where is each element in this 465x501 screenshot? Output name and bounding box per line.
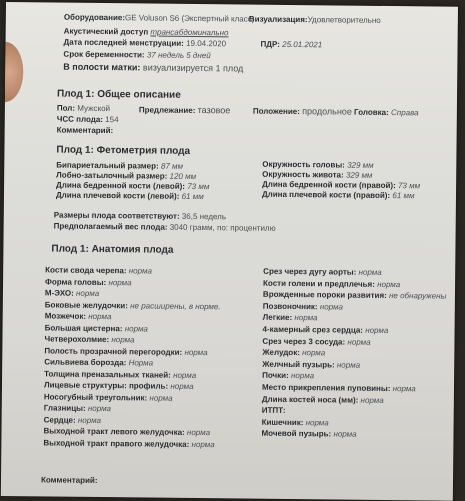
anatomy-right-label: 4-камерный срез сердца:	[263, 325, 363, 335]
anatomy-left-label: Выходной тракт правого желудочка:	[43, 438, 189, 449]
hr-row	[57, 115, 119, 126]
presentation-row	[139, 104, 231, 116]
anatomy-left-value: норма	[108, 278, 131, 287]
anatomy-right-value: норма	[291, 371, 314, 380]
anatomy-right-value: норма	[306, 418, 329, 427]
anatomy-left-label: Полость прозрачной перегородки:	[44, 346, 182, 356]
anatomy-left-label: Лицевые структуры: профиль:	[44, 380, 168, 390]
anatomy-right-label: Кишечник:	[262, 417, 304, 426]
biometry-right-value: 329 мм	[347, 161, 374, 170]
uterus-label: В полости матки:	[63, 62, 140, 73]
ga-value: 37 недель 5 дней	[147, 50, 211, 60]
anatomy-right-row	[263, 302, 343, 313]
biometry-left-label: Лобно-затылочный размер:	[56, 171, 167, 181]
anatomy-right-label: Врожденные пороки развития:	[263, 290, 387, 300]
anatomy-left-value: Норма	[129, 358, 154, 367]
anatomy-left-row	[45, 311, 112, 322]
anatomy-left-row	[44, 380, 194, 392]
anatomy-left-label: Четверохолмие:	[44, 334, 109, 344]
anatomy-left-value: норма	[187, 428, 210, 437]
biometry-right-value: 61 мм	[392, 191, 414, 200]
ga-label: Срок беременности:	[63, 50, 144, 60]
anatomy-left-value: норма	[88, 404, 111, 413]
anatomy-right-label: Легкие:	[263, 313, 293, 322]
visualization-label: Визуализация:	[249, 15, 308, 25]
anatomy-right-value: норма	[302, 348, 325, 357]
anatomy-left-row	[44, 334, 134, 345]
anatomy-right-label: Позвоночник:	[263, 302, 318, 312]
anatomy-left-label: Форма головы:	[45, 277, 106, 287]
size-value: 36,5 недель	[182, 212, 226, 221]
anatomy-right-value: норма	[358, 268, 381, 277]
biometry-left-value: 73 мм	[187, 182, 209, 191]
anatomy-right-value: норма	[320, 302, 343, 311]
general-comment-label: Комментарий:	[57, 126, 114, 137]
biometry-right-row	[262, 190, 415, 202]
lmp-value: 19.04.2020	[186, 39, 226, 48]
anatomy-right-label: Кости голени и предплечья:	[263, 278, 375, 288]
anatomy-left-value: не расширены, в норме.	[130, 301, 221, 311]
report-sheet	[1, 2, 458, 501]
anatomy-left-row	[44, 415, 102, 426]
anatomy-left-label: Кости свода черепа:	[45, 265, 126, 275]
lmp-label: Дата последней менструации:	[64, 38, 184, 48]
hr-label: ЧСС плода:	[57, 115, 103, 124]
anatomy-comment-label: Комментарий:	[41, 475, 98, 486]
biometry-left-value: 87 мм	[161, 162, 183, 171]
biometry-right-label: Длина бедренной кости (правой):	[262, 180, 396, 190]
anatomy-right-value: норма	[377, 279, 400, 288]
equipment-value: GE Voluson S6 (Экспертный класс)	[125, 13, 255, 23]
head-value: Справа	[391, 108, 419, 117]
anatomy-left-value: норма	[76, 289, 99, 298]
anatomy-left-value: норма	[184, 347, 207, 356]
anatomy-right-row	[262, 348, 325, 359]
anatomy-left-label: Боковые желудочки:	[45, 300, 128, 310]
anatomy-right-row	[263, 313, 318, 324]
biometry-right-label: Длина плечевой кости (правой):	[262, 190, 390, 200]
anatomy-left-label: Большая цистерна:	[45, 323, 123, 333]
anatomy-left-row	[45, 277, 132, 288]
biometry-left-label: Бипариетальный размер:	[56, 161, 158, 171]
anatomy-left-label: Глазницы:	[44, 403, 86, 412]
weight-value: 3040 грамм, по: процентилю	[170, 223, 276, 233]
anatomy-left-row	[44, 392, 173, 403]
anatomy-left-value: норма	[78, 415, 101, 424]
biometry-left-value: 61 мм	[182, 192, 204, 201]
anatomy-left-label: Сильвиева борозда:	[44, 357, 126, 367]
anatomy-left-label: Мозжечок:	[45, 311, 86, 320]
biometry-right-value: 329 мм	[346, 171, 373, 180]
anatomy-section-title: Плод 1: Анатомия плода	[51, 243, 173, 256]
anatomy-right-row	[262, 336, 370, 347]
anatomy-left-row	[45, 300, 221, 312]
anatomy-left-label: М-ЭХО:	[45, 288, 74, 297]
head-label: Головка:	[354, 108, 389, 117]
biometry-section-title: Плод 1: Фетометрия плода	[56, 145, 190, 158]
anatomy-right-row	[263, 290, 447, 302]
anatomy-left-row	[43, 426, 210, 438]
anatomy-left-row	[45, 265, 152, 276]
edd-value: 25.01.2021	[282, 40, 322, 49]
anatomy-right-value: норма	[294, 313, 317, 322]
anatomy-left-row	[44, 346, 207, 358]
anatomy-right-label: Желудок:	[262, 348, 300, 357]
anatomy-right-label: Место прикрепления пуповины:	[262, 383, 391, 393]
edd-row	[261, 40, 323, 51]
sex-row	[57, 104, 110, 115]
anatomy-left-value: норма	[88, 312, 111, 321]
biometry-left-value: 120 мм	[170, 172, 197, 181]
anatomy-left-row	[43, 438, 214, 450]
anatomy-right-value: норма	[361, 395, 384, 404]
anatomy-right-row	[262, 371, 314, 382]
anatomy-left-row	[44, 369, 196, 381]
equipment-row	[64, 13, 255, 25]
anatomy-right-label: Срез через дугу аорты:	[263, 267, 356, 277]
visualization-value: Удовлетворительно	[308, 15, 381, 25]
anatomy-right-value: норма	[393, 384, 416, 393]
biometry-right-label: Окружность головы:	[262, 160, 345, 170]
uterus-row	[63, 62, 243, 74]
access-row	[64, 27, 229, 39]
size-row	[54, 211, 226, 223]
biometry-left-label: Длина плечевой кости (левой):	[56, 191, 180, 201]
anatomy-right-row	[263, 267, 382, 278]
anatomy-left-value: норма	[129, 266, 152, 275]
anatomy-left-label: Толщина преназальных тканей:	[44, 369, 171, 379]
anatomy-right-label: Длина костей носа (мм):	[262, 394, 359, 404]
uterus-value: визуализируется 1 плод	[143, 62, 243, 73]
anatomy-left-row	[45, 323, 148, 334]
anatomy-left-value: норма	[149, 393, 172, 402]
sex-value: Мужской	[77, 104, 110, 113]
presentation-value: тазовое	[198, 105, 231, 115]
visualization-row	[249, 15, 381, 26]
edd-label: ПДР:	[261, 40, 280, 49]
weight-row	[54, 222, 276, 234]
general-section-title: Плод 1: Общее описание	[57, 89, 181, 102]
anatomy-right-label: Мочевой пузырь:	[261, 429, 331, 439]
anatomy-right-row	[263, 278, 400, 289]
anatomy-right-value: норма	[347, 337, 370, 346]
position-row	[253, 106, 419, 119]
size-label: Размеры плода соответствуют:	[54, 211, 180, 221]
anatomy-right-value: норма	[333, 430, 356, 439]
anatomy-left-label: Носогубный треугольник:	[44, 392, 147, 402]
anatomy-left-row	[44, 403, 111, 414]
hr-value: 154	[105, 115, 118, 124]
anatomy-right-label: Срез через 3 сосуда:	[262, 336, 345, 346]
anatomy-right-row	[262, 383, 416, 395]
anatomy-right-value: не обнаружены	[389, 291, 446, 301]
ga-row	[63, 50, 210, 62]
anatomy-right-value: норма	[337, 360, 360, 369]
biometry-left-row	[56, 191, 204, 203]
anatomy-right-row	[262, 360, 360, 371]
anatomy-left-label: Сердце:	[44, 415, 76, 424]
position-label: Положение:	[253, 107, 300, 116]
biometry-left-label: Длина бедренной кости (левой):	[56, 181, 185, 191]
anatomy-left-value: норма	[111, 335, 134, 344]
access-value: трансабдоминально	[150, 28, 228, 38]
anatomy-right-row	[262, 406, 286, 416]
biometry-right-label: Окружность живота:	[262, 170, 344, 180]
anatomy-right-row	[262, 394, 384, 405]
position-value: продольное	[302, 106, 352, 117]
anatomy-left-value: норма	[170, 382, 193, 391]
anatomy-right-label: Желчный пузырь:	[262, 360, 335, 370]
lmp-row	[64, 38, 227, 50]
anatomy-left-value: норма	[173, 370, 196, 379]
anatomy-right-row	[263, 325, 389, 336]
anatomy-right-label: ИТПТ:	[262, 406, 286, 415]
anatomy-left-row	[45, 288, 99, 299]
equipment-label: Оборудование:	[64, 13, 125, 23]
anatomy-left-value: норма	[125, 324, 148, 333]
anatomy-right-row	[262, 417, 329, 428]
anatomy-left-label: Выходной тракт левого желудочка:	[43, 426, 184, 436]
access-label: Акустический доступ	[64, 27, 149, 37]
anatomy-right-row	[261, 429, 356, 440]
anatomy-left-value: норма	[192, 439, 215, 448]
weight-label: Предполагаемый вес плода:	[54, 222, 168, 232]
presentation-label: Предлежание:	[139, 105, 196, 115]
biometry-right-value: 73 мм	[398, 181, 420, 190]
anatomy-right-label: Почки:	[262, 371, 289, 380]
sex-label: Пол:	[57, 104, 75, 113]
anatomy-left-row	[44, 357, 153, 368]
finger-photo-artifact	[1, 42, 24, 102]
anatomy-right-value: норма	[365, 326, 388, 335]
